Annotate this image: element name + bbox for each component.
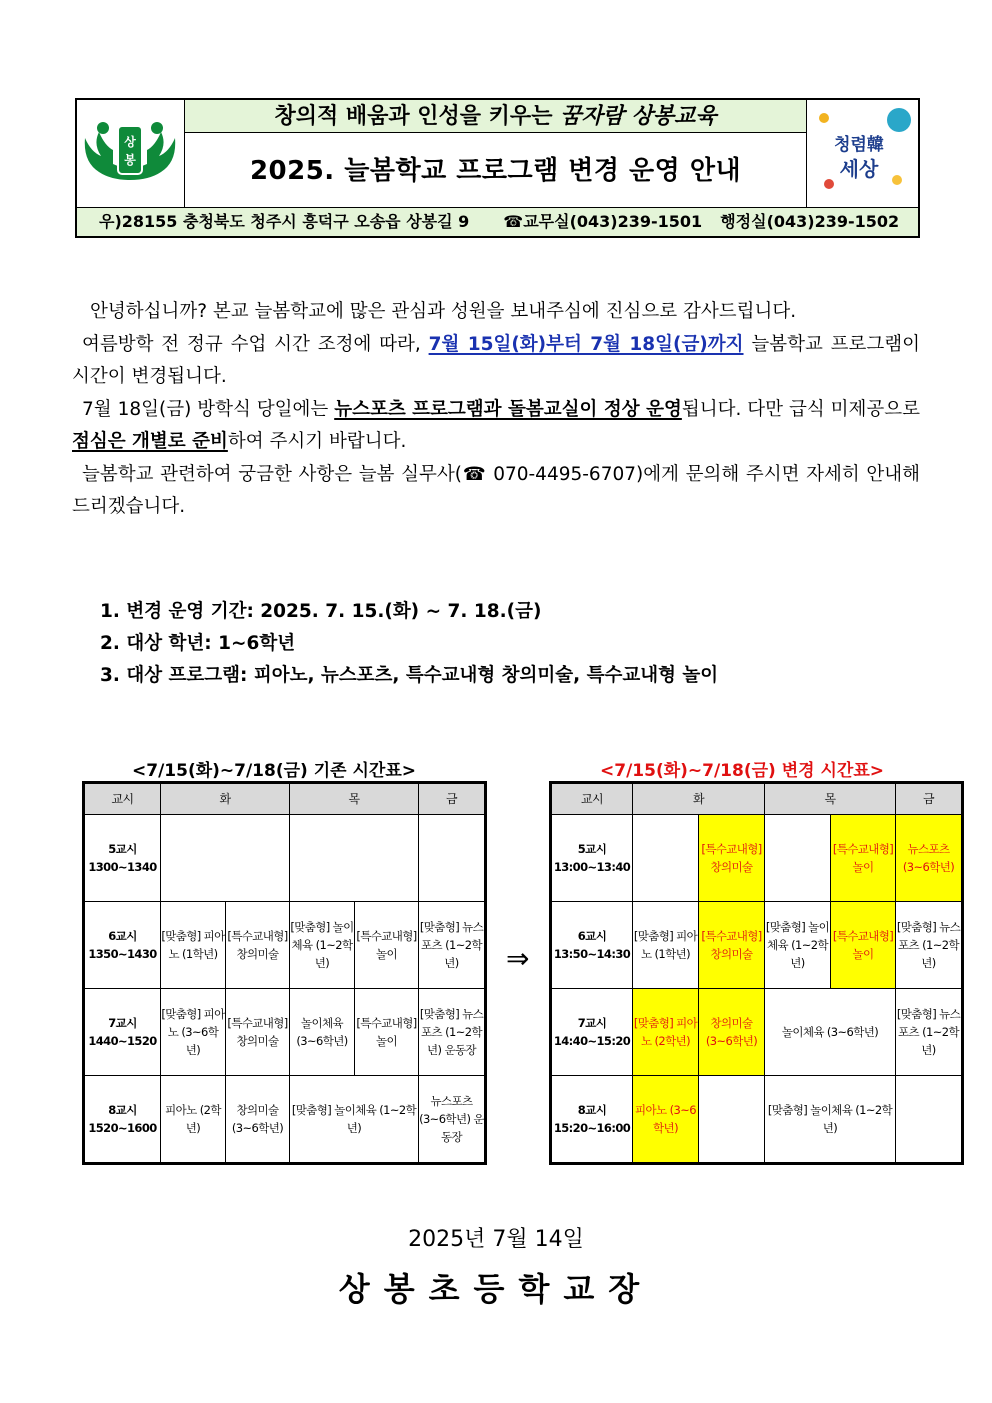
period-time: 13:00~13:40 xyxy=(553,860,631,874)
header-tue: 화 xyxy=(633,784,765,815)
period-name: 8교시 xyxy=(108,1103,137,1117)
program-cell: [맞춤형] 놀이체육 (1~2학년) xyxy=(290,902,355,989)
period-name: 5교시 xyxy=(577,842,607,856)
old-table-caption: <7/15(화)~7/18(금) 기존 시간표> xyxy=(132,761,416,781)
arrow-icon: ⇒ xyxy=(506,942,530,975)
summary-item: 3. 대상 프로그램: 피아노, 뉴스포츠, 특수교내형 창의미술, 특수교내형 놀이 xyxy=(100,665,719,686)
integrity-logo xyxy=(806,100,918,209)
program-cell-highlighted: [맞춤형] 피아노 (2학년) xyxy=(633,989,699,1076)
empty-cell xyxy=(419,815,485,902)
header-tue: 화 xyxy=(161,784,290,815)
table-row xyxy=(552,989,962,1076)
intro-text xyxy=(72,296,920,524)
greeting-text: 안녕하십니까? 본교 늘봄학교에 많은 관심과 성원을 보내주심에 진심으로 감사드립니다. xyxy=(90,301,797,322)
signer: 상봉초등학교장 xyxy=(338,1270,654,1308)
period-name: 6교시 xyxy=(577,929,607,943)
program-cell: [맞춤형] 피아노 (1학년) xyxy=(633,902,699,989)
table-row xyxy=(552,1076,962,1163)
header-fri: 금 xyxy=(896,784,962,815)
program-cell-highlighted: [특수교내형] 놀이 xyxy=(831,902,896,989)
period-cell xyxy=(552,815,633,902)
logo-text-top: 상 xyxy=(124,135,136,149)
contact-text: 늘봄학교 관련하여 궁금한 사항은 늘봄 실무사(☎ 070-4495-6707)에게 문의해 주시면 자세히 안내해 드리겠습니다. xyxy=(72,463,920,517)
letterhead xyxy=(75,98,920,238)
program-cell: [맞춤형] 뉴스포츠 (1~2학년) xyxy=(896,902,962,989)
program-cell-highlighted: [특수교내형] 창의미술 xyxy=(699,815,765,902)
admin-office-phone: 행정실(043)239-1502 xyxy=(720,212,900,231)
empty-cell xyxy=(161,815,290,902)
document-date: 2025년 7월 14일 xyxy=(408,1227,584,1252)
lunch-emphasis: 점심은 개별로 준비 xyxy=(72,431,228,452)
empty-cell xyxy=(699,1076,765,1163)
period-name: 7교시 xyxy=(108,1016,137,1030)
program-cell: [특수교내형] 놀이 xyxy=(355,902,419,989)
program-cell: [특수교내형] 놀이 xyxy=(355,989,419,1076)
period-time: 13:50~14:30 xyxy=(553,947,631,961)
period-cell xyxy=(85,1076,161,1163)
logo-text-bottom: 봉 xyxy=(124,153,136,167)
program-cell-highlighted: [특수교내형] 창의미술 xyxy=(699,902,765,989)
slogan xyxy=(185,100,806,133)
empty-cell xyxy=(633,815,699,902)
program-cell: [맞춤형] 뉴스포츠 (1~2학년) xyxy=(896,989,962,1076)
school-address: 우)28155 충청북도 청주시 흥덕구 오송읍 상봉길 9 xyxy=(99,212,470,231)
slogan-highlight: 꿈자람 상봉교육 xyxy=(560,103,717,129)
table-row xyxy=(85,1076,485,1163)
old-timetable xyxy=(84,783,485,1163)
period-name: 6교시 xyxy=(108,929,137,943)
slogan-prefix: 창의적 배움과 인성을 키우는 xyxy=(274,104,561,129)
program-cell: 뉴스포츠 (3~6학년) 운동장 xyxy=(419,1076,485,1163)
table-row xyxy=(552,902,962,989)
closing-text-c: 됩니다. 다만 급식 미제공으로 xyxy=(681,398,920,420)
period-time: 1440~1520 xyxy=(88,1034,157,1048)
change-period-emphasis: 7월 15일(화)부터 7월 18일(금)까지 xyxy=(428,333,744,355)
new-table-caption: <7/15(화)~7/18(금) 변경 시간표> xyxy=(600,761,884,781)
program-cell-highlighted: 뉴스포츠 (3~6학년) xyxy=(896,815,962,902)
period-time: 1300~1340 xyxy=(88,860,157,874)
table-header-row xyxy=(552,784,962,815)
program-cell-highlighted: [특수교내형] 놀이 xyxy=(831,815,896,902)
change-text-a: 여름방학 전 정규 수업 시간 조정에 따라, xyxy=(82,333,429,355)
program-cell: 놀이체육 (3~6학년) xyxy=(765,989,896,1076)
school-logo xyxy=(77,100,185,209)
program-cell: 놀이체육 (3~6학년) xyxy=(290,989,355,1076)
header-period: 교시 xyxy=(552,784,633,815)
program-cell: [특수교내형] 창의미술 xyxy=(226,989,290,1076)
paragraph-schedule-change xyxy=(72,329,920,394)
normal-operation-emphasis: 뉴스포츠 프로그램과 돌봄교실이 정상 운영 xyxy=(334,398,682,420)
program-cell-highlighted: 피아노 (3~6학년) xyxy=(633,1076,699,1163)
empty-cell xyxy=(290,815,419,902)
period-name: 8교시 xyxy=(577,1103,607,1117)
period-name: 5교시 xyxy=(108,842,137,856)
period-cell xyxy=(552,1076,633,1163)
period-cell xyxy=(85,815,161,902)
period-time: 15:20~16:00 xyxy=(553,1121,631,1135)
table-row xyxy=(85,815,485,902)
period-cell xyxy=(552,902,633,989)
header-thu: 목 xyxy=(290,784,419,815)
program-cell: [맞춤형] 피아노 (1학년) xyxy=(161,902,226,989)
table-row xyxy=(552,815,962,902)
empty-cell xyxy=(765,815,831,902)
address-bar xyxy=(77,207,918,236)
integrity-text-1: 청렴韓 xyxy=(834,135,884,155)
paragraph-contact xyxy=(72,459,920,524)
header-fri: 금 xyxy=(419,784,485,815)
closing-text-e: 하여 주시기 바랍니다. xyxy=(227,431,407,452)
program-cell: [맞춤형] 놀이체육 (1~2학년) xyxy=(290,1076,419,1163)
period-time: 1520~1600 xyxy=(88,1121,157,1135)
integrity-text-2: 세상 xyxy=(839,157,879,181)
program-cell: [맞춤형] 피아노 (3~6학년) xyxy=(161,989,226,1076)
paragraph-closing-day xyxy=(72,394,920,459)
program-cell: [맞춤형] 놀이체육 (1~2학년) xyxy=(765,902,831,989)
table-header-row xyxy=(85,784,485,815)
period-cell xyxy=(85,902,161,989)
period-cell xyxy=(85,989,161,1076)
table-row xyxy=(85,989,485,1076)
summary-item: 2. 대상 학년: 1~6학년 xyxy=(100,633,296,654)
teachers-office-phone: ☎교무실(043)239-1501 xyxy=(503,212,703,231)
page-title: 2025. 늘봄학교 프로그램 변경 운영 안내 xyxy=(249,156,742,186)
header-thu: 목 xyxy=(765,784,896,815)
program-cell: [맞춤형] 뉴스포츠 (1~2학년) xyxy=(419,902,485,989)
period-name: 7교시 xyxy=(577,1016,607,1030)
period-cell xyxy=(552,989,633,1076)
program-cell: [맞춤형] 놀이체육 (1~2학년) xyxy=(765,1076,896,1163)
paragraph-greeting xyxy=(72,296,920,329)
program-cell: 피아노 (2학년) xyxy=(161,1076,226,1163)
summary-item: 1. 변경 운영 기간: 2025. 7. 15.(화) ~ 7. 18.(금) xyxy=(100,601,542,622)
program-cell: [특수교내형] 창의미술 xyxy=(226,902,290,989)
period-time: 14:40~15:20 xyxy=(553,1034,631,1048)
new-timetable xyxy=(551,783,962,1163)
header-period: 교시 xyxy=(85,784,161,815)
change-text-c: 늘봄학교 프로그램이 시간이 변경됩니다. xyxy=(72,333,921,387)
program-cell: 창의미술 (3~6학년) xyxy=(226,1076,290,1163)
summary-list xyxy=(100,596,718,692)
program-cell-highlighted: 창의미술 (3~6학년) xyxy=(699,989,765,1076)
table-row xyxy=(85,902,485,989)
empty-cell xyxy=(896,1076,962,1163)
program-cell: [맞춤형] 뉴스포츠 (1~2학년) 운동장 xyxy=(419,989,485,1076)
closing-text-a: 7월 18일(금) 방학식 당일에는 xyxy=(82,398,335,420)
period-time: 1350~1430 xyxy=(88,947,157,961)
